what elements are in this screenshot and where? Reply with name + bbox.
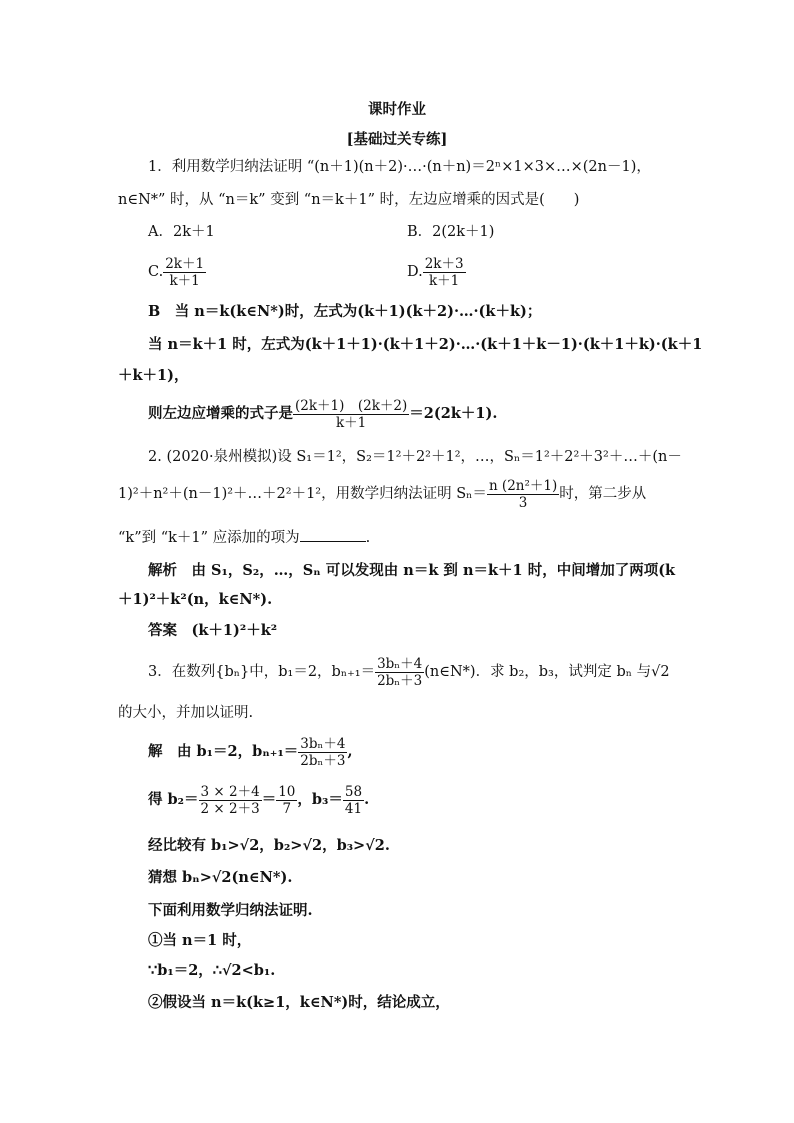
q3-computation	[148, 780, 369, 820]
q1-option-d-denominator: k＋1	[429, 272, 460, 289]
q1-answer-line3: ＋k＋1)，	[118, 367, 189, 384]
q3-b3-value-numerator: 58	[344, 783, 363, 800]
q3-b3-value-denominator: 41	[344, 800, 363, 817]
q3-line1-prefix: 3．在数列{bₙ}中，b₁＝2，bₙ₊₁＝	[148, 664, 376, 680]
q3-line1	[148, 652, 670, 692]
q3-computation-mid: ，b₃＝	[297, 791, 343, 808]
q2-analysis-line1: 解析 由 S₁，S₂，…，Sₙ 可以发现由 n＝k 到 n＝k＋1 时，中间增加了两项(k	[148, 562, 676, 579]
q3-b2-value-numerator: 10	[278, 783, 296, 800]
q1-option-d-prefix: D.	[407, 264, 423, 280]
q1-answer-line2: 当 n＝k＋1 时，左式为(k＋1＋1)·(k＋1＋2)·…·(k＋1＋k－1)·(k＋1＋k)·(k＋1	[148, 336, 703, 353]
q1-option-c	[148, 254, 206, 290]
q1-answer-line4	[148, 394, 497, 434]
q3-solution-denominator: 2bₙ＋3	[300, 752, 346, 769]
q2-formula-denominator: 3	[518, 494, 528, 511]
q3-solution-numerator: 3bₙ＋4	[300, 735, 346, 752]
q1-answer-fraction-denominator: k＋1	[336, 414, 367, 431]
q1-answer-line4-suffix: ＝2(2k＋1).	[409, 405, 498, 422]
q3-computation-suffix: .	[364, 791, 370, 808]
q2-analysis-line2: ＋1)²＋k²(n，k∈N*).	[118, 591, 273, 608]
q3-solution-intro	[148, 732, 353, 772]
q3-line1-suffix: (n∈N*)．求 b₂，b₃，试判定 bₙ 与√2	[424, 664, 670, 680]
q3-conjecture: 猜想 bₙ>√2(n∈N*).	[148, 869, 293, 886]
q1-option-d-numerator: 2k＋3	[424, 255, 464, 272]
q3-recurrence-fraction	[375, 656, 424, 689]
q2-formula-fraction	[487, 478, 559, 511]
q3-computation-equals: ＝	[261, 791, 277, 808]
q2-line2	[118, 474, 646, 514]
q3-b2-fraction	[199, 784, 262, 817]
q1-line1: 1．利用数学归纳法证明 “(n＋1)(n＋2)·…·(n＋n)＝2ⁿ×1×3×…×(2n－1)，	[148, 159, 651, 175]
q1-option-c-numerator: 2k＋1	[165, 255, 205, 272]
q3-solution-prefix: 解 由 b₁＝2，bₙ₊₁＝	[148, 743, 299, 760]
q3-solution-suffix: ,	[347, 743, 353, 760]
q2-formula-numerator: n (2n²＋1)	[488, 477, 558, 494]
q1-option-d-fraction	[423, 256, 466, 289]
q1-answer-line4-prefix: 则左边应增乘的式子是	[148, 405, 293, 422]
answer-blank	[300, 527, 366, 542]
q3-step2: ②假设当 n＝k(k≥1，k∈N*)时，结论成立，	[148, 994, 450, 1011]
q2-answer: 答案 (k＋1)²＋k²	[148, 622, 278, 639]
q3-recurrence-denominator: 2bₙ＋3	[377, 672, 423, 689]
q3-line2: 的大小，并加以证明.	[118, 705, 254, 721]
section-subtitle: [基础过关专练]	[346, 131, 448, 148]
q1-option-a: A．2k＋1	[148, 224, 215, 240]
q3-b2-numerator: 3 × 2＋4	[200, 783, 260, 800]
q2-line2-suffix: 时，第二步从	[559, 486, 647, 502]
q2-line3-suffix: .	[365, 530, 371, 546]
q3-step1: ①当 n＝1 时，	[148, 932, 252, 949]
q1-line2: n∈N*” 时，从 “n＝k” 变到 “n＝k＋1” 时，左边应增乘的因式是( )	[118, 192, 580, 208]
q3-b3-value-fraction	[343, 784, 364, 817]
q3-computation-prefix: 得 b₂＝	[148, 791, 199, 808]
page-title: 课时作业	[368, 101, 426, 118]
q2-line2-prefix: 1)²＋n²＋(n－1)²＋…＋2²＋1²，用数学归纳法证明 Sₙ＝	[118, 486, 487, 502]
q3-b2-value-fraction	[276, 784, 297, 817]
q3-b2-value-denominator: 7	[282, 800, 292, 817]
q1-option-c-prefix: C.	[148, 264, 164, 280]
q1-option-d	[407, 254, 466, 290]
q3-comparison: 经比较有 b₁>√2，b₂>√2，b₃>√2.	[148, 837, 390, 854]
q1-answer-fraction-numerator: (2k＋1) (2k＋2)	[295, 397, 408, 414]
q1-answer-fraction	[293, 398, 409, 431]
q3-step1-detail: ∵b₁＝2，∴√2<b₁.	[148, 962, 276, 979]
q1-option-c-fraction	[163, 256, 206, 289]
q2-line1: 2. (2020·泉州模拟)设 S₁＝1²，S₂＝1²＋2²＋1²，…，Sₙ＝1²＋2²＋3²＋…＋(n－	[148, 449, 682, 465]
q3-recurrence-numerator: 3bₙ＋4	[377, 655, 423, 672]
q3-proof-intro: 下面利用数学归纳法证明.	[148, 902, 313, 919]
q1-option-b: B．2(2k＋1)	[407, 224, 495, 240]
q3-b2-denominator: 2 × 2＋3	[200, 800, 260, 817]
q2-line3	[118, 527, 370, 548]
q3-solution-fraction	[298, 736, 347, 769]
q2-line3-prefix: “k”到 “k＋1” 应添加的项为	[118, 530, 300, 546]
q1-answer-line1: B 当 n＝k(k∈N*)时，左式为(k＋1)(k＋2)·…·(k＋k)；	[148, 303, 542, 320]
q1-option-c-denominator: k＋1	[169, 272, 200, 289]
